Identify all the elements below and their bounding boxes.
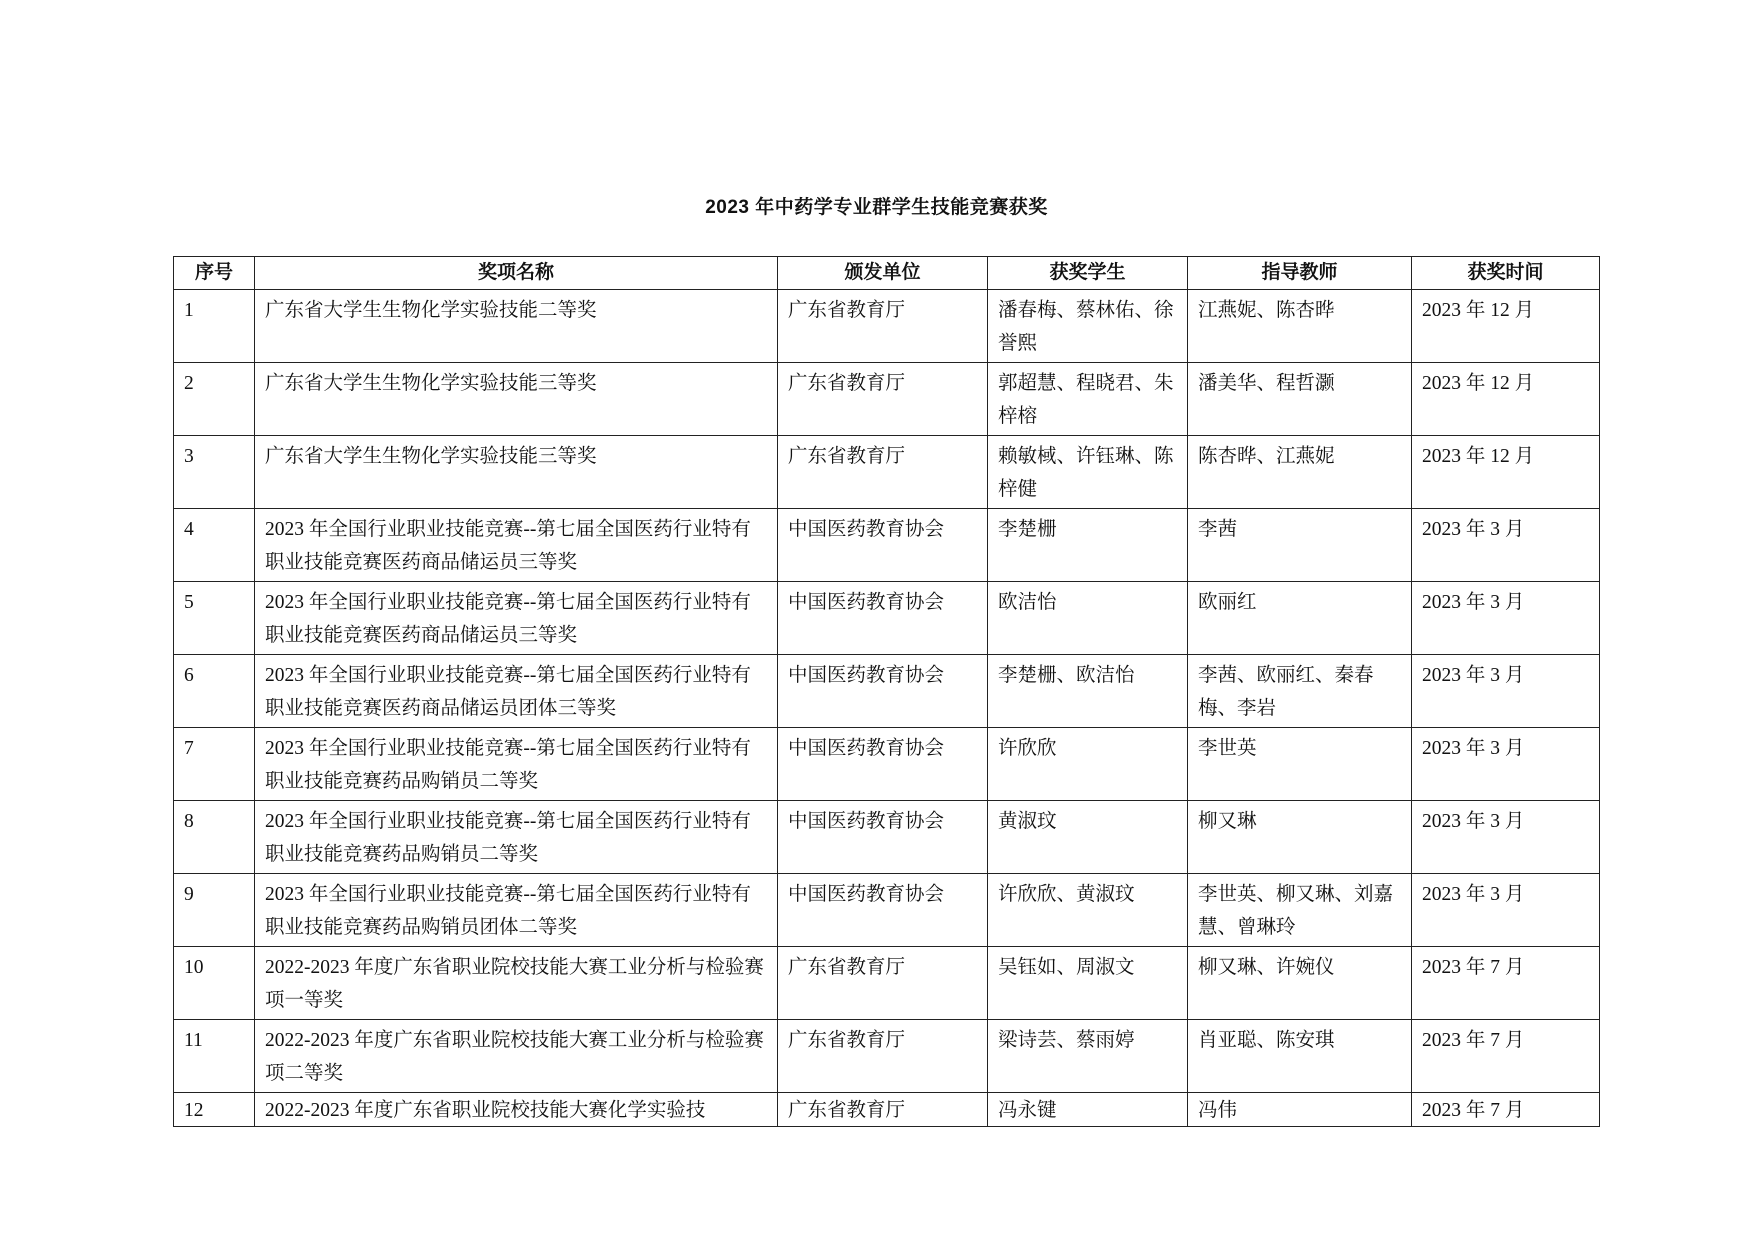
cell-award-name: 2023 年全国行业职业技能竞赛--第七届全国医药行业特有职业技能竞赛医药商品储运员团体三等奖 xyxy=(255,655,778,728)
cell-award-name: 2023 年全国行业职业技能竞赛--第七届全国医药行业特有职业技能竞赛药品购销员团体二等奖 xyxy=(255,874,778,947)
header-teachers: 指导教师 xyxy=(1188,257,1412,290)
cell-index: 12 xyxy=(174,1093,255,1127)
header-students: 获奖学生 xyxy=(988,257,1188,290)
cell-teachers: 李茜、欧丽红、秦春梅、李岩 xyxy=(1188,655,1412,728)
cell-index: 6 xyxy=(174,655,255,728)
cell-issuer: 中国医药教育协会 xyxy=(778,509,988,582)
table-row xyxy=(174,290,1600,363)
cell-teachers: 欧丽红 xyxy=(1188,582,1412,655)
table-row xyxy=(174,801,1600,874)
cell-issuer: 中国医药教育协会 xyxy=(778,874,988,947)
cell-students: 梁诗芸、蔡雨婷 xyxy=(988,1020,1188,1093)
cell-index: 8 xyxy=(174,801,255,874)
cell-students: 郭超慧、程晓君、朱梓榕 xyxy=(988,363,1188,436)
table-row xyxy=(174,509,1600,582)
cell-students: 赖敏棫、许钰琳、陈梓健 xyxy=(988,436,1188,509)
cell-index: 1 xyxy=(174,290,255,363)
cell-issuer: 广东省教育厅 xyxy=(778,1093,988,1127)
cell-index: 4 xyxy=(174,509,255,582)
table-row xyxy=(174,1093,1600,1127)
table-row xyxy=(174,655,1600,728)
awards-table xyxy=(173,256,1600,1127)
cell-award-name: 2023 年全国行业职业技能竞赛--第七届全国医药行业特有职业技能竞赛医药商品储运员三等奖 xyxy=(255,509,778,582)
cell-teachers: 冯伟 xyxy=(1188,1093,1412,1127)
table-header-row xyxy=(174,257,1600,290)
cell-issuer: 广东省教育厅 xyxy=(778,363,988,436)
table-row xyxy=(174,728,1600,801)
table-row xyxy=(174,874,1600,947)
cell-teachers: 柳又琳、许婉仪 xyxy=(1188,947,1412,1020)
table-row xyxy=(174,363,1600,436)
cell-date: 2023 年 3 月 xyxy=(1412,801,1600,874)
cell-students: 潘春梅、蔡林佑、徐誉熙 xyxy=(988,290,1188,363)
cell-teachers: 江燕妮、陈杏晔 xyxy=(1188,290,1412,363)
cell-students: 许欣欣 xyxy=(988,728,1188,801)
cell-date: 2023 年 3 月 xyxy=(1412,874,1600,947)
table-row xyxy=(174,436,1600,509)
cell-award-name: 2022-2023 年度广东省职业院校技能大赛化学实验技 xyxy=(255,1093,778,1127)
cell-date: 2023 年 3 月 xyxy=(1412,509,1600,582)
cell-teachers: 柳又琳 xyxy=(1188,801,1412,874)
cell-award-name: 2023 年全国行业职业技能竞赛--第七届全国医药行业特有职业技能竞赛药品购销员二等奖 xyxy=(255,801,778,874)
cell-date: 2023 年 3 月 xyxy=(1412,655,1600,728)
page-title: 2023 年中药学专业群学生技能竞赛获奖 xyxy=(705,197,1048,218)
cell-award-name: 广东省大学生生物化学实验技能三等奖 xyxy=(255,363,778,436)
cell-teachers: 陈杏晔、江燕妮 xyxy=(1188,436,1412,509)
table-row xyxy=(174,947,1600,1020)
cell-issuer: 中国医药教育协会 xyxy=(778,801,988,874)
cell-date: 2023 年 3 月 xyxy=(1412,728,1600,801)
cell-students: 欧洁怡 xyxy=(988,582,1188,655)
cell-date: 2023 年 12 月 xyxy=(1412,436,1600,509)
cell-date: 2023 年 7 月 xyxy=(1412,947,1600,1020)
cell-teachers: 李世英、柳又琳、刘嘉慧、曾琳玲 xyxy=(1188,874,1412,947)
cell-date: 2023 年 3 月 xyxy=(1412,582,1600,655)
cell-students: 李楚栅、欧洁怡 xyxy=(988,655,1188,728)
cell-teachers: 李茜 xyxy=(1188,509,1412,582)
cell-index: 2 xyxy=(174,363,255,436)
header-award-name: 奖项名称 xyxy=(255,257,778,290)
cell-issuer: 广东省教育厅 xyxy=(778,436,988,509)
cell-award-name: 2022-2023 年度广东省职业院校技能大赛工业分析与检验赛项二等奖 xyxy=(255,1020,778,1093)
cell-date: 2023 年 7 月 xyxy=(1412,1020,1600,1093)
cell-index: 7 xyxy=(174,728,255,801)
cell-teachers: 李世英 xyxy=(1188,728,1412,801)
table-row xyxy=(174,1020,1600,1093)
cell-students: 李楚栅 xyxy=(988,509,1188,582)
cell-award-name: 广东省大学生生物化学实验技能三等奖 xyxy=(255,436,778,509)
cell-index: 5 xyxy=(174,582,255,655)
cell-students: 吴钰如、周淑文 xyxy=(988,947,1188,1020)
cell-award-name: 2022-2023 年度广东省职业院校技能大赛工业分析与检验赛项一等奖 xyxy=(255,947,778,1020)
cell-issuer: 广东省教育厅 xyxy=(778,1020,988,1093)
cell-students: 许欣欣、黄淑玟 xyxy=(988,874,1188,947)
cell-date: 2023 年 7 月 xyxy=(1412,1093,1600,1127)
cell-award-name: 广东省大学生生物化学实验技能二等奖 xyxy=(255,290,778,363)
header-date: 获奖时间 xyxy=(1412,257,1600,290)
cell-index: 11 xyxy=(174,1020,255,1093)
cell-award-name: 2023 年全国行业职业技能竞赛--第七届全国医药行业特有职业技能竞赛医药商品储运员三等奖 xyxy=(255,582,778,655)
cell-index: 9 xyxy=(174,874,255,947)
cell-issuer: 广东省教育厅 xyxy=(778,947,988,1020)
cell-issuer: 中国医药教育协会 xyxy=(778,655,988,728)
cell-teachers: 潘美华、程哲灏 xyxy=(1188,363,1412,436)
cell-date: 2023 年 12 月 xyxy=(1412,363,1600,436)
cell-issuer: 中国医药教育协会 xyxy=(778,582,988,655)
cell-index: 3 xyxy=(174,436,255,509)
cell-index: 10 xyxy=(174,947,255,1020)
cell-date: 2023 年 12 月 xyxy=(1412,290,1600,363)
cell-issuer: 广东省教育厅 xyxy=(778,290,988,363)
cell-teachers: 肖亚聪、陈安琪 xyxy=(1188,1020,1412,1093)
table-row xyxy=(174,582,1600,655)
header-issuer: 颁发单位 xyxy=(778,257,988,290)
cell-award-name: 2023 年全国行业职业技能竞赛--第七届全国医药行业特有职业技能竞赛药品购销员二等奖 xyxy=(255,728,778,801)
cell-issuer: 中国医药教育协会 xyxy=(778,728,988,801)
header-index: 序号 xyxy=(174,257,255,290)
cell-students: 冯永键 xyxy=(988,1093,1188,1127)
cell-students: 黄淑玟 xyxy=(988,801,1188,874)
